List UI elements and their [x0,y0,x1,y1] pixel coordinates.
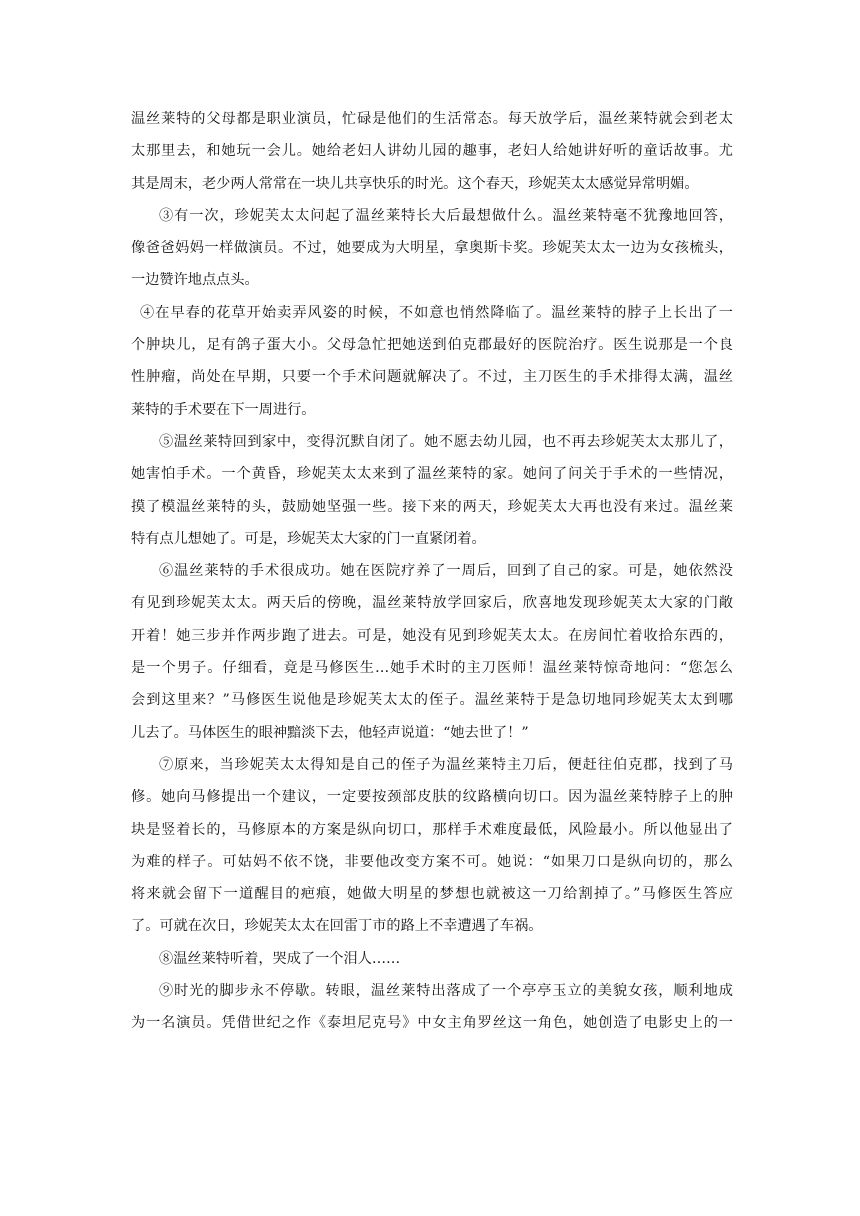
text-line: 块是竖着长的，马修原本的方案是纵向切口，那样手术难度最低，风险最小。所以他显出了 [131,821,733,838]
paragraph-3 [131,200,733,297]
text-line: 一边赞许地点点头。 [131,272,259,289]
paragraph-5 [131,426,733,555]
text-line: 了。可就在次日，珍妮芙太太在回雷丁市的路上不幸遭遇了车祸。 [131,918,543,935]
text-line: 修。她向马修提出一个建议，一定要按颈部皮肤的纹路横向切口。因为温丝莱特脖子上的肿 [131,789,733,806]
text-line: ⑨时光的脚步永不停歇。转眼，温丝莱特出落成了一个亭亭玉立的美貌女孩，顺利地成 [159,983,733,1000]
text-line: ⑦原来，当珍妮芙太太得知是自己的侄子为温丝莱特主刀后，便赶往伯克郡，找到了马 [159,756,733,773]
text-line: 太那里去，和她玩一会儿。她给老妇人讲幼儿园的趣事，老妇人给她讲好听的童话故事。尤 [131,143,733,160]
paragraph-4 [131,297,733,426]
paragraph-9 [131,975,733,1040]
text-line: 开着！她三步并作两步跑了进去。可是，她没有见到珍妮芙太太。在房间忙着收拾东西的， [131,627,733,644]
text-line: 有见到珍妮芙太太。两天后的傍晚，温丝莱特放学回家后，欣喜地发现珍妮芙太大家的门敞 [131,595,733,612]
text-line: ③有一次，珍妮芙太太问起了温丝莱特长大后最想做什么。温丝莱特毫不犹豫地回答， [159,207,733,224]
text-line: 为一名演员。凭借世纪之作《泰坦尼克号》中女主角罗丝这一角色，她创造了电影史上的一 [131,1015,733,1032]
text-line: 特有点儿想她了。可是，珍妮芙太大家的门一直紧闭着。 [131,530,486,547]
text-line: 其是周末，老少两人常常在一块儿共享快乐的时光。这个春天，珍妮芙太太感觉异常明媚。 [131,175,699,192]
text-line: 摸了模温丝莱特的头，鼓励她坚强一些。接下来的两天，珍妮芙太大再也没有来过。温丝莱 [131,498,733,515]
text-line: ⑤温丝莱特回到家中，变得沉默自闭了。她不愿去幼儿园，也不再去珍妮芙太太那儿了， [159,433,733,450]
text-line: 儿去了。马体医生的眼神黯淡下去，他轻声说道：“她去世了！” [131,724,529,741]
text-line: 她害怕手术。一个黄昏，珍妮芙太太来到了温丝莱特的家。她问了问关于手术的一些情况， [131,466,733,483]
text-line: ⑧温丝莱特听着，哭成了一个泪人…… [159,950,401,967]
text-line: 是一个男子。仔细看，竟是马修医生…她手术时的主刀医师！温丝莱特惊奇地问：“您怎么 [131,660,733,677]
text-line: 将来就会留下一道醒目的疤痕，她做大明星的梦想也就被这一刀给割掉了。”马修医生答应 [131,886,733,903]
text-line: 会到这里来？”马修医生说他是珍妮芙太太的侄子。温丝莱特于是急切地同珍妮芙太太到哪 [131,692,733,709]
paragraph-7 [131,749,733,943]
document-page [131,103,733,1040]
paragraph-2-continued [131,103,733,200]
text-line: 像爸爸妈妈一样做演员。不过，她要成为大明星，拿奥斯卡奖。珍妮芙太太一边为女孩梳头， [131,240,733,257]
text-line: 温丝莱特的父母都是职业演员，忙碌是他们的生活常态。每天放学后，温丝莱特就会到老太 [131,111,733,127]
text-line: 莱特的手术要在下一周进行。 [131,401,316,418]
text-line: 为难的样子。可姑妈不依不饶，非要他改变方案不可。她说：“如果刀口是纵向切的，那么 [131,853,733,870]
text-line: 性肿瘤，尚处在早期，只要一个手术问题就解决了。不过，主刀医生的手术排得太满，温丝 [131,369,733,386]
paragraph-8 [131,943,733,975]
paragraph-6 [131,555,733,749]
text-line: ④在早春的花草开始卖弄风姿的时候，不如意也悄然降临了。温丝莱特的脖子上长出了一 [140,304,733,321]
text-line: 个肿块儿，足有鸽子蛋大小。父母急忙把她送到伯克郡最好的医院治疗。医生说那是一个良 [131,337,733,354]
text-line: ⑥温丝莱特的手术很成功。她在医院疗养了一周后，回到了自己的家。可是，她依然没 [159,563,733,580]
